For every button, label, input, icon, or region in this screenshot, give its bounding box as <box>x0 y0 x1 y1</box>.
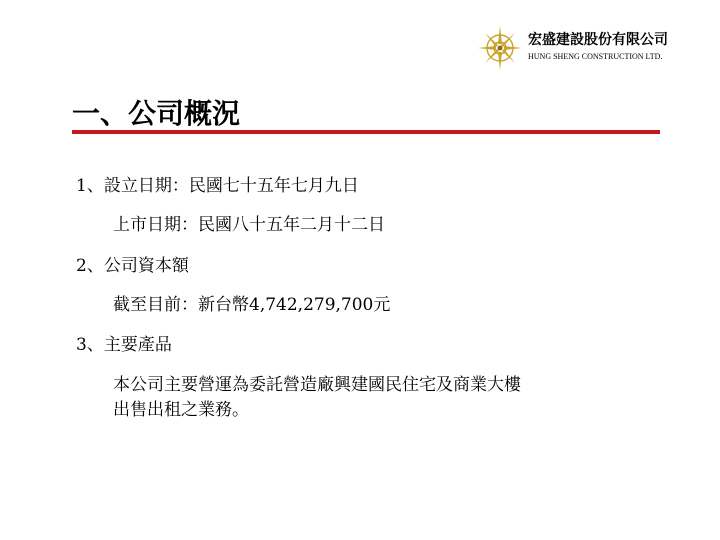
company-logo <box>476 24 672 72</box>
compass-star-icon <box>476 24 524 72</box>
page-title: 一、公司概況 <box>72 97 241 130</box>
section-1-heading: 1、設立日期：民國七十五年七月九日 <box>76 176 359 196</box>
section-2-line-1: 截至目前：新台幣4,742,279,700元 <box>113 295 391 315</box>
section-3-line-1: 本公司主要營運為委託營造廠興建國民住宅及商業大樓 <box>113 375 521 395</box>
title-divider <box>72 130 660 134</box>
section-1-line-1: 上市日期：民國八十五年二月十二日 <box>113 215 385 235</box>
section-3-heading: 3、主要產品 <box>76 335 172 355</box>
section-2-heading: 2、公司資本額 <box>76 256 189 276</box>
section-3-line-2: 出售出租之業務。 <box>113 400 249 420</box>
company-name-zh: 宏盛建設股份有限公司 <box>528 32 668 48</box>
company-name-en: HUNG SHENG CONSTRUCTION LTD. <box>528 52 663 61</box>
